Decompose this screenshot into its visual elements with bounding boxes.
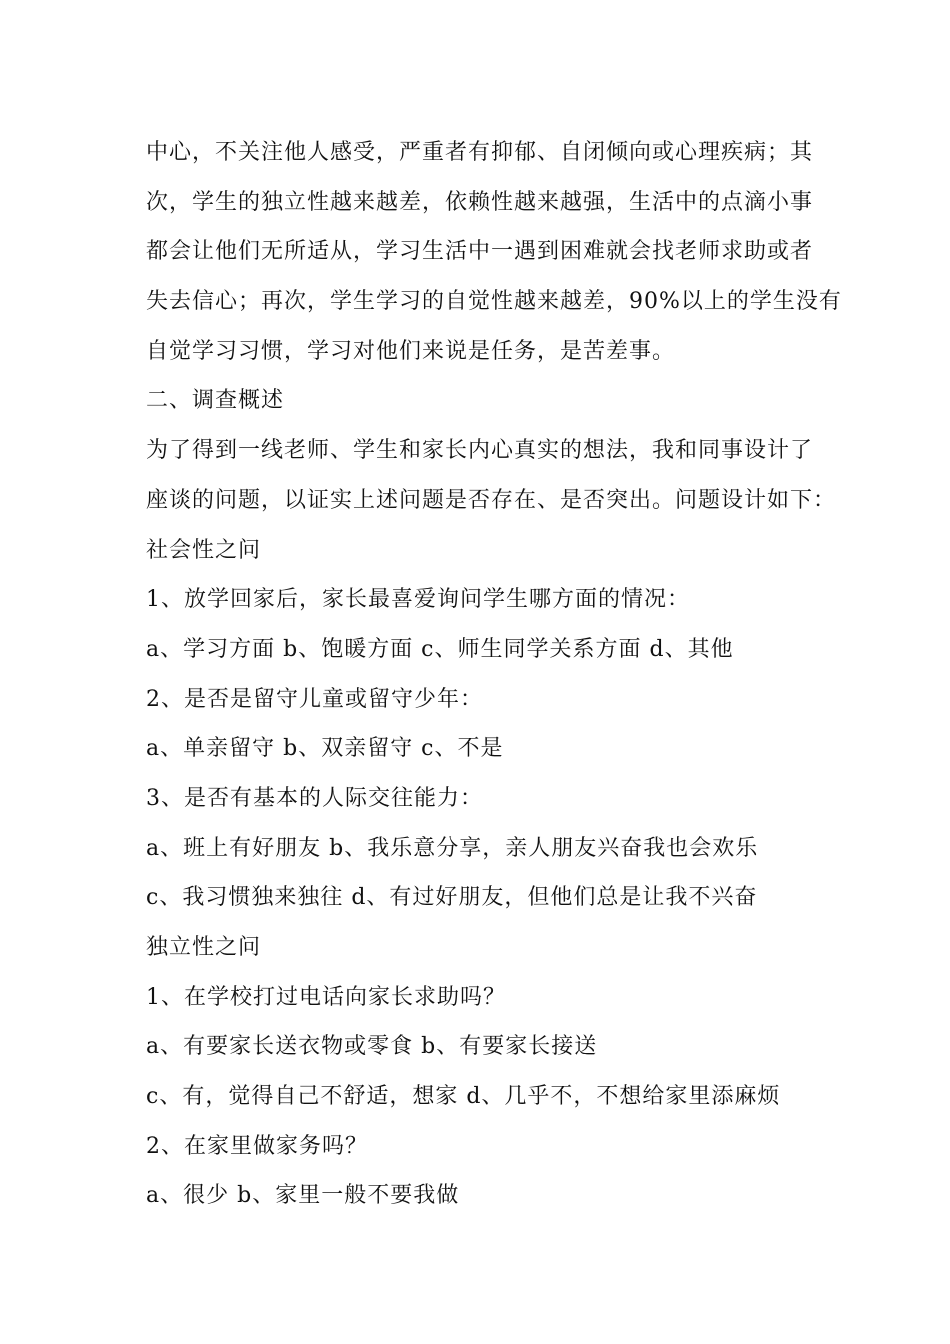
document-page <box>146 128 842 1221</box>
options-line: a、单亲留守 b、双亲留守 c、不是 <box>146 736 504 762</box>
options-line: a、学习方面 b、饱暖方面 c、师生同学关系方面 d、其他 <box>146 636 734 662</box>
section-heading: 二、调查概述 <box>146 388 285 414</box>
subsection-heading: 社会性之问 <box>146 537 262 563</box>
question-line: 1、放学回家后，家长最喜爱询问学生哪方面的情况： <box>146 587 690 613</box>
options-line: a、很少 b、家里一般不要我做 <box>146 1183 460 1209</box>
paragraph-line: 次，学生的独立性越来越差，依赖性越来越强，生活中的点滴小事 <box>146 189 814 215</box>
question-line: 2、是否是留守儿童或留守少年： <box>146 686 483 712</box>
paragraph-line: 失去信心；再次，学生学习的自觉性越来越差，90%以上的学生没有 <box>146 289 842 315</box>
paragraph-line: 自觉学习习惯，学习对他们来说是任务，是苦差事。 <box>146 338 676 364</box>
subsection-heading: 独立性之问 <box>146 935 262 960</box>
options-line: a、班上有好朋友 b、我乐意分享，亲人朋友兴奋我也会欢乐 <box>146 835 759 861</box>
options-line: c、有，觉得自己不舒适，想家 d、几乎不，不想给家里添麻烦 <box>146 1084 781 1110</box>
paragraph-line: 都会让他们无所适从，学习生活中一遇到困难就会找老师求助或者 <box>146 239 814 265</box>
options-line: c、我习惯独来独往 d、有过好朋友，但他们总是让我不兴奋 <box>146 885 758 911</box>
paragraph-line: 为了得到一线老师、学生和家长内心真实的想法，我和同事设计了 <box>146 438 814 464</box>
question-line: 3、是否有基本的人际交往能力： <box>146 785 483 811</box>
question-line: 1、在学校打过电话向家长求助吗？ <box>146 984 506 1010</box>
options-line: a、有要家长送衣物或零食 b、有要家长接送 <box>146 1034 598 1060</box>
paragraph-line: 中心，不关注他人感受，严重者有抑郁、自闭倾向或心理疾病；其 <box>146 140 814 165</box>
question-line: 2、在家里做家务吗？ <box>146 1133 368 1159</box>
paragraph-line: 座谈的问题，以证实上述问题是否存在、是否突出。问题设计如下： <box>146 487 837 513</box>
